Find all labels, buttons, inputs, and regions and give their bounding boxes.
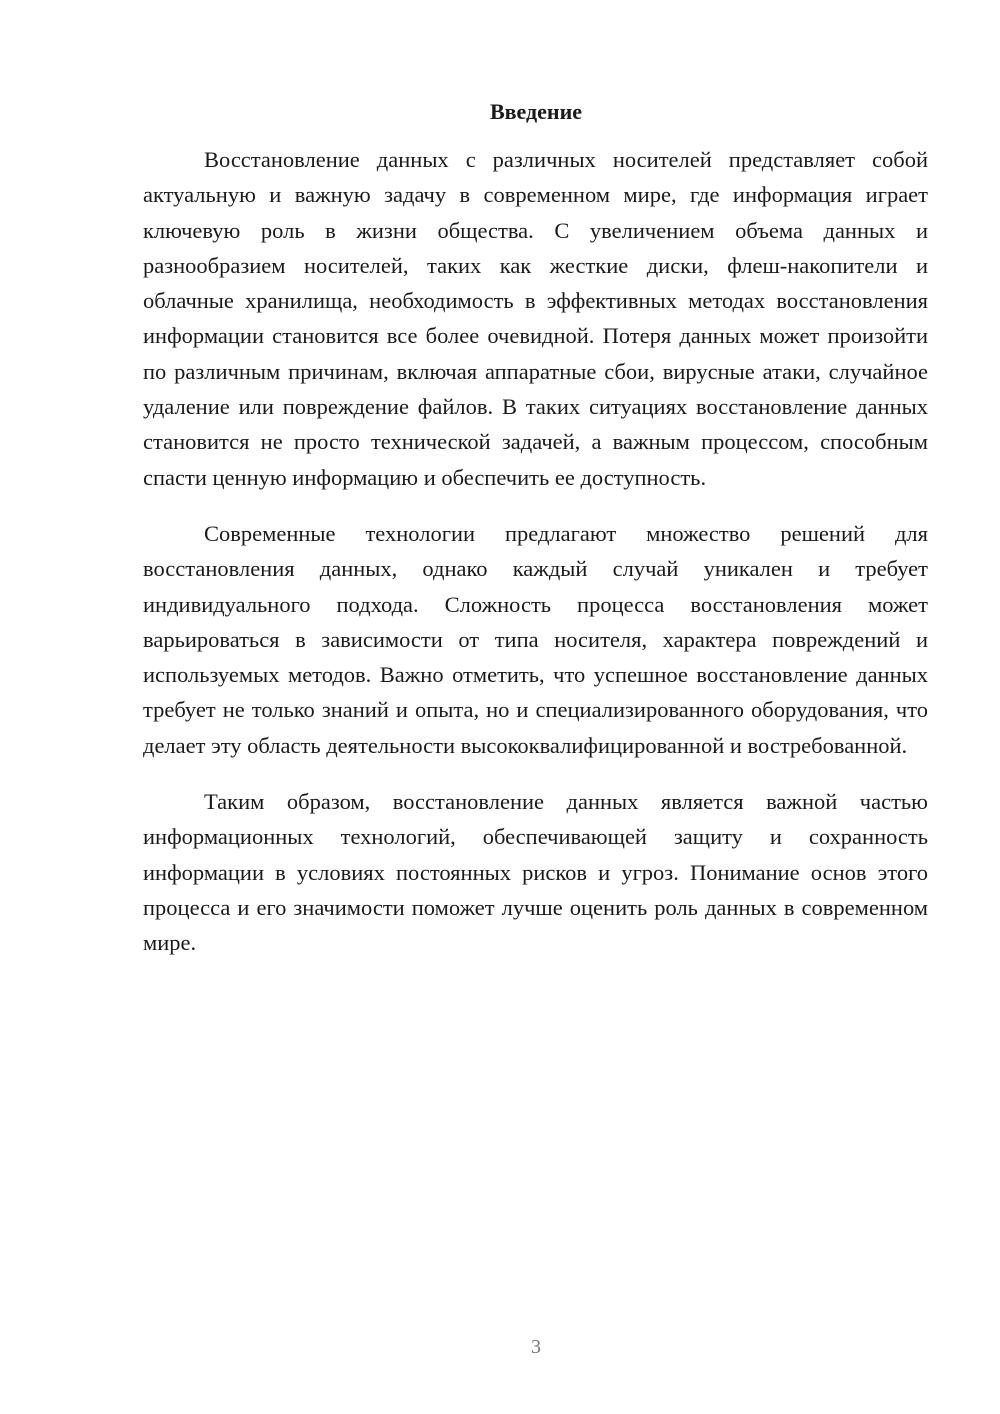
page-number: 3 [531, 1336, 541, 1358]
section-heading: Введение [489, 99, 583, 124]
paragraph-2: Современные технологии предлагают множество решений для восстановления данных, однако каждый случай уникален и требует индивидуального подхода. Сложность процесса восстановления может варьироваться в зависимости от типа носителя, характера повреждений и используемых методов. Важно отметить, что успешное восстановление данных требует не только знаний и опыта, но и специализированного оборудования, что делает эту область деятельности высококвалифицированной и востребованной. [143, 520, 928, 758]
paragraph-1: Восстановление данных с различных носителей представляет собой актуальную и важную задачу в современном мире, где информация играет ключевую роль в жизни общества. С увеличением объема данных и разнообразием носителей, таких как жесткие диски, флеш-накопители и облачные хранилища, необходимость в эффективных методах восстановления информации становится все более очевидной. Потеря данных может произойти по различным причинам, включая аппаратные сбои, вирусные атаки, случайное удаление или повреждение файлов. В таких ситуациях восстановление данных становится не просто технической задачей, а важным процессом, способным спасти ценную информацию и обеспечить ее доступность. [143, 147, 928, 490]
body-text [143, 142, 928, 982]
paragraph-3: Таким образом, восстановление данных является важной частью информационных технологий, обеспечивающей защиту и сохранность информации в условиях постоянных рисков и угроз. Понимание основ этого процесса и его значимости поможет лучше оценить роль данных в современном мире. [143, 789, 928, 956]
